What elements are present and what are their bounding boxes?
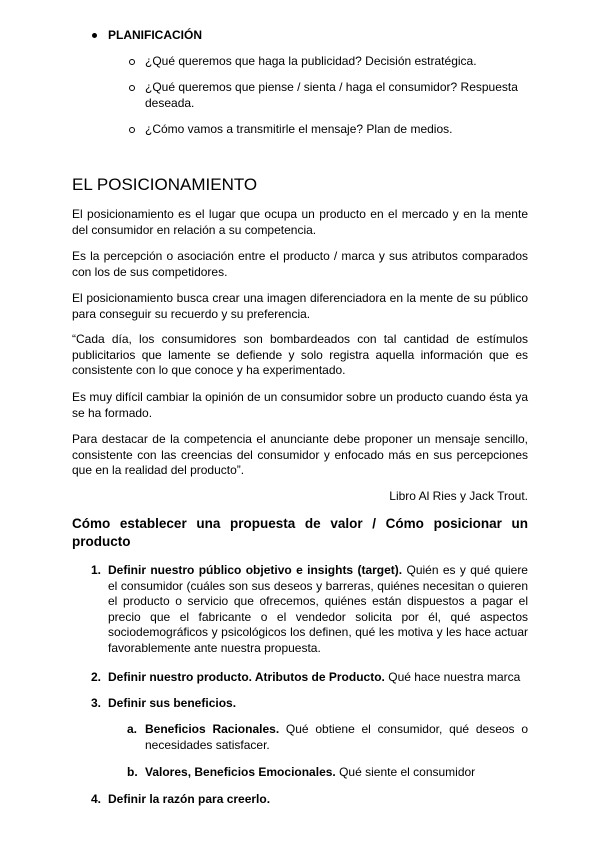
substep-letter: b. <box>127 765 138 779</box>
paragraph: Es la percepción o asociación entre el producto / marca y sus atributos comparados con los de sus competidores. <box>72 249 528 279</box>
step-title: Definir nuestro público objetivo e insights (target). <box>108 563 403 577</box>
step-number: 4. <box>91 792 102 806</box>
planificacion-item: ¿Qué queremos que haga la publicidad? Decisión estratégica. <box>145 54 477 68</box>
planificacion-heading: PLANIFICACIÓN <box>108 28 202 42</box>
step-item <box>108 563 528 656</box>
circle-bullet-icon <box>129 127 135 133</box>
paragraph: El posicionamiento busca crear una imagen diferenciadora en la mente de su público para conseguir su recuerdo y su preferencia. <box>72 291 528 321</box>
step-title: Definir nuestro producto. Atributos de Producto. <box>108 670 385 684</box>
step-number: 3. <box>91 696 102 710</box>
circle-bullet-icon <box>129 59 135 65</box>
step-item <box>108 696 528 712</box>
step-title: Definir sus beneficios. <box>108 696 237 710</box>
substep-item <box>145 722 528 753</box>
citation: Libro Al Ries y Jack Trout. <box>389 489 528 503</box>
substep-title: Valores, Beneficios Emocionales. <box>145 765 336 779</box>
substep-title: Beneficios Racionales. <box>145 722 280 736</box>
step-number: 1. <box>91 563 102 577</box>
planificacion-item: ¿Cómo vamos a transmitirle el mensaje? Plan de medios. <box>145 122 453 136</box>
step-text: Quién es y qué quiere el consumidor (cuáles son sus deseos y barreras, quiénes necesitan o quieren el producto o servicio que ofrecemos, quiénes están dispuestos a pagar el precio que el fabricante o el vendedor solicita por él, qué aspectos sociodemográficos y psicológicos los definen, qué les motiva y les hace actuar favorablemente ante nuestra propuesta. <box>108 563 528 655</box>
substep-item <box>145 765 528 781</box>
substep-text: Qué obtiene el consumidor, qué deseos o necesidades satisfacer. <box>145 722 528 752</box>
paragraph: Es muy difícil cambiar la opinión de un consumidor sobre un producto cuando ésta ya se ha formado. <box>72 390 528 420</box>
step-text: Qué hace nuestra marca <box>388 670 521 684</box>
quote-paragraph: “Cada día, los consumidores son bombardeados con tal cantidad de estímulos publicitarios que lamente se defiende y solo registra aquella información que es consistente con lo que conoce y ha experimentado. <box>72 332 528 377</box>
step-number: 2. <box>91 670 102 684</box>
step-item <box>108 670 533 686</box>
section-title: EL POSICIONAMIENTO <box>72 175 258 194</box>
paragraph: El posicionamiento es el lugar que ocupa un producto en el mercado y en la mente del consumidor en relación a su competencia. <box>72 207 528 237</box>
planificacion-item: ¿Qué queremos que piense / sienta / haga el consumidor? Respuesta deseada. <box>145 80 518 110</box>
circle-bullet-icon <box>129 85 135 91</box>
substep-text: Qué siente el consumidor <box>339 765 476 779</box>
step-title: Definir la razón para creerlo. <box>108 792 271 806</box>
propuesta-heading: Cómo establecer una propuesta de valor / Cómo posicionar un producto <box>72 516 528 549</box>
step-item <box>108 792 528 808</box>
quote-paragraph: Para destacar de la competencia el anunciante debe proponer un mensaje sencillo, consistente con las creencias del consumidor y enfocado más en sus percepciones que en la realidad del producto”. <box>72 432 528 477</box>
bullet-dot <box>92 33 97 38</box>
substep-letter: a. <box>127 722 138 736</box>
